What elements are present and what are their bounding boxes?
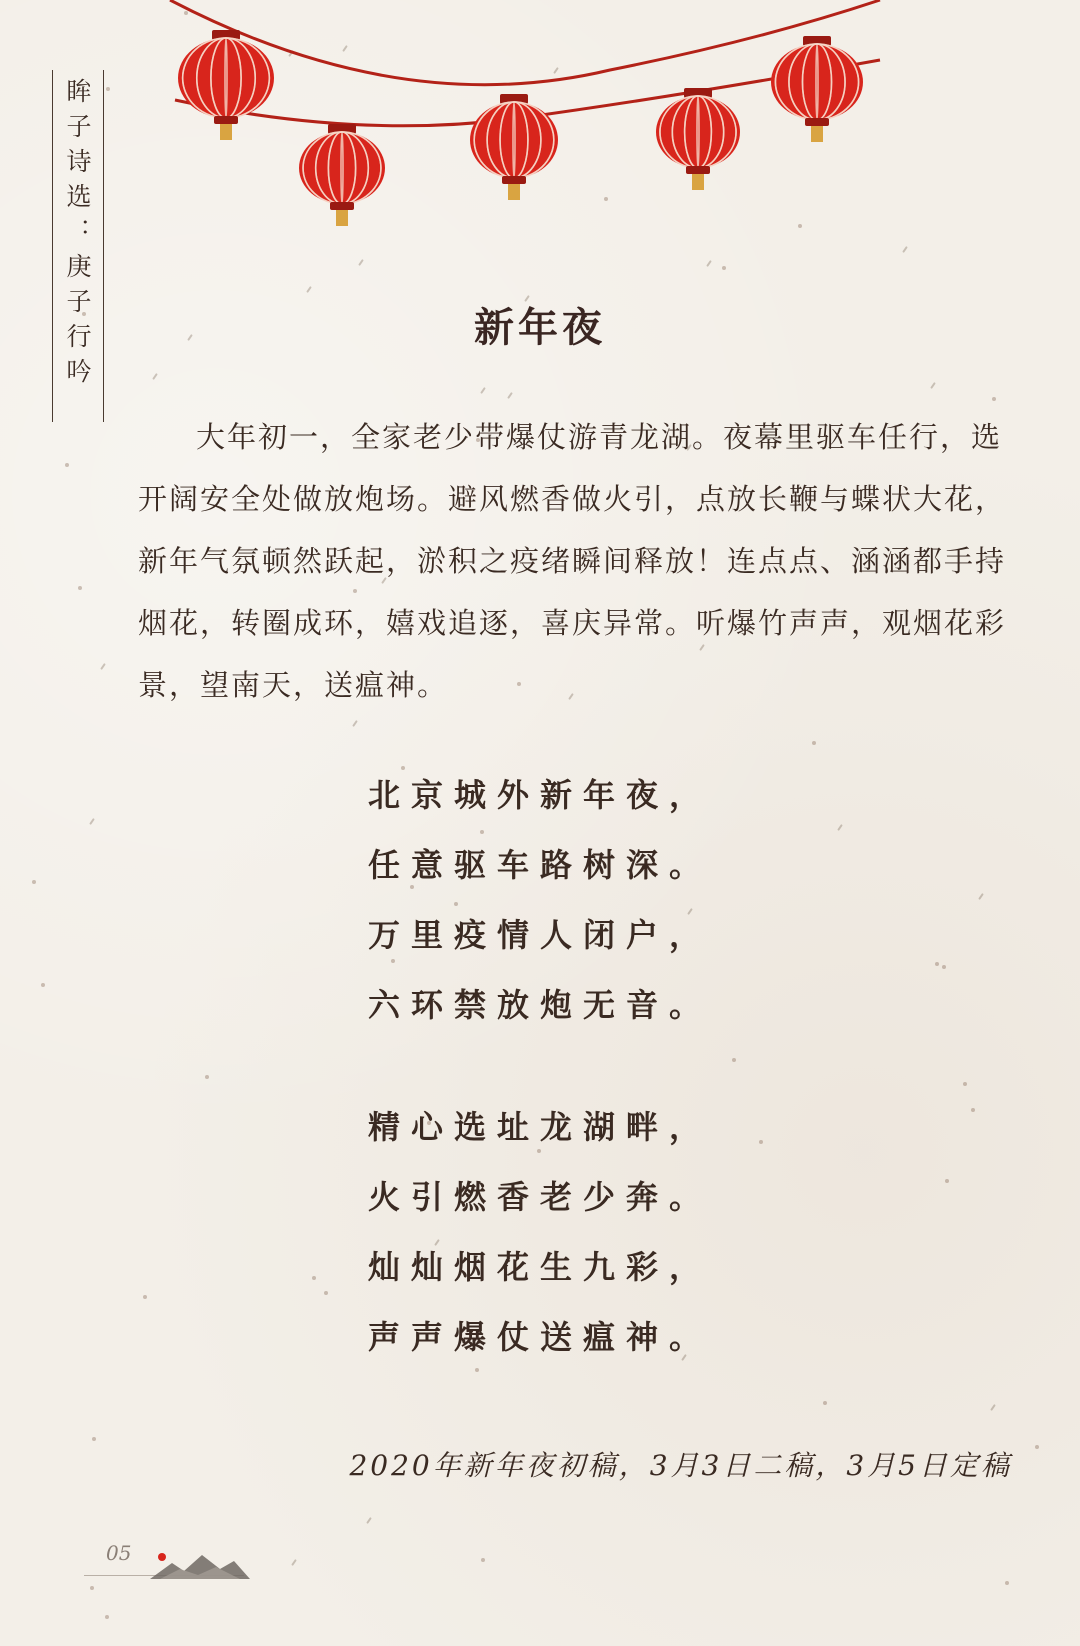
poem-line: 精心选址龙湖畔， <box>367 1108 712 1146</box>
poem-line: 万里疫情人闭户， <box>367 916 712 954</box>
preface-paragraph: 大年初一，全家老少带爆仗游青龙湖。夜幕里驱车任行，选开阔安全处做放炮场。避风燃香做火引，点放长鞭与蝶状大花，新年气氛顿然跃起，淤积之疫绪瞬间释放！连点点、涵涵都手持烟花，转圈成环，嬉戏追逐，喜庆异常。听爆竹声声，观烟花彩景，望南天，送瘟神。 <box>138 420 1007 702</box>
draft-date-note: 2020年新年夜初稿，3月3日二稿，3月5日定稿 <box>349 1449 1012 1482</box>
lantern-icon <box>771 36 863 142</box>
paper-speck <box>992 397 996 401</box>
lantern-icon <box>656 88 740 190</box>
paper-speck <box>105 1615 109 1619</box>
poem-stanza-2 <box>0 1092 1080 1372</box>
sun-dot <box>158 1553 166 1561</box>
mountain-icon <box>150 1545 250 1581</box>
paper-speck <box>732 1058 736 1062</box>
poem-line: 灿灿烟花生九彩， <box>367 1248 712 1286</box>
side-label: 眸子诗选：庚子行吟 <box>63 78 92 393</box>
paper-speck <box>823 1401 827 1405</box>
poem-line: 六环禁放炮无音。 <box>367 986 712 1024</box>
side-label-frame <box>52 70 104 422</box>
lantern-icon <box>299 124 385 226</box>
paper-speck <box>812 741 816 745</box>
lantern-icon <box>470 94 558 200</box>
poem-title: 新年夜 <box>474 304 606 351</box>
page-number: 05 <box>106 1541 132 1565</box>
paper-speck <box>90 1586 94 1590</box>
poem-line: 声声爆仗送瘟神。 <box>367 1318 712 1356</box>
poem-line: 北京城外新年夜， <box>367 776 712 814</box>
lantern-garland <box>160 0 920 230</box>
poem-stanza-1 <box>0 760 1080 1040</box>
poem-line: 任意驱车路树深。 <box>367 846 712 884</box>
paper-speck <box>106 87 110 91</box>
lantern-icon <box>178 30 274 140</box>
poem-line: 火引燃香老少奔。 <box>367 1178 712 1216</box>
